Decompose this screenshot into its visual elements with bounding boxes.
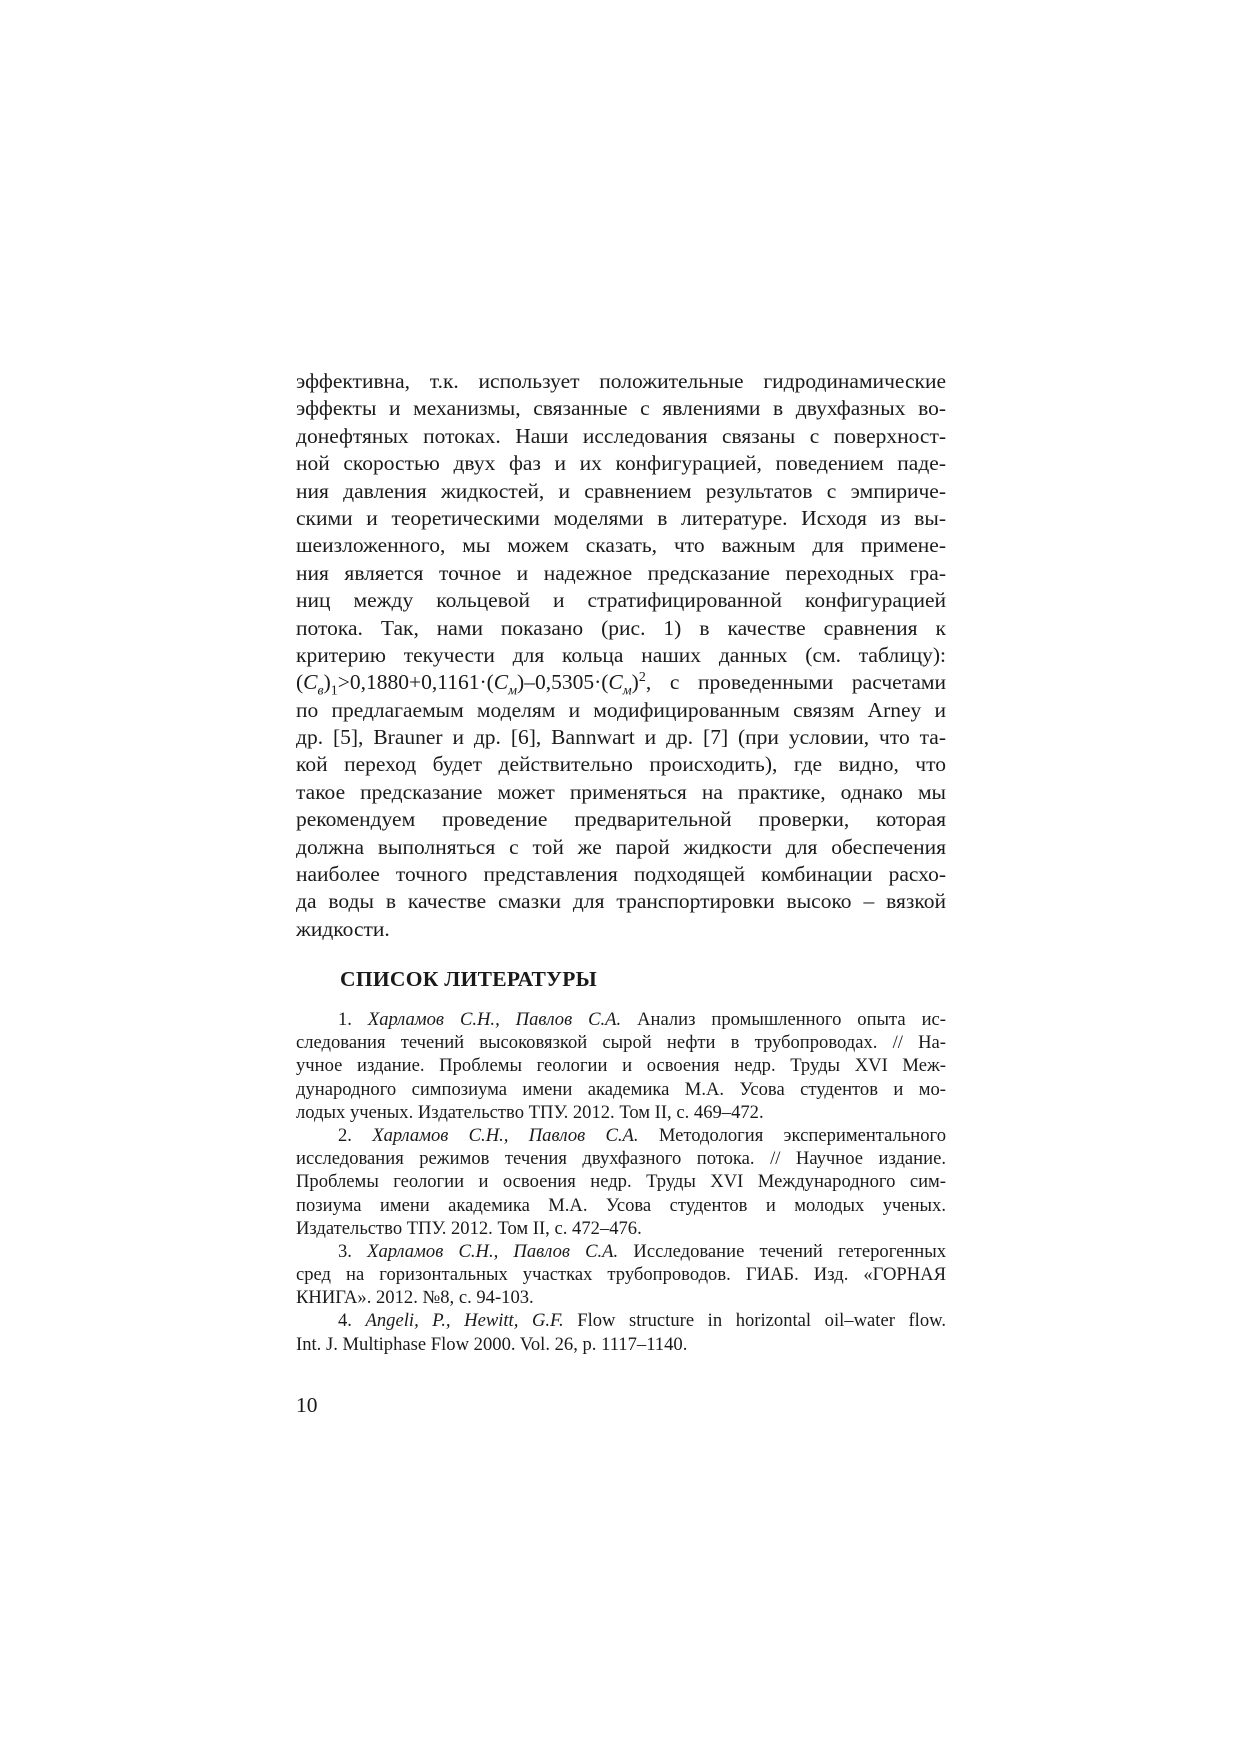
reference-first-line <box>296 1309 946 1332</box>
reference-line: дународного симпозиума имени академика М.А. Усова студентов и мо- <box>296 1078 946 1100</box>
formula-part: >0,1880+0,1161·( <box>337 670 494 695</box>
formula-index: 1 <box>330 683 338 699</box>
text-line: по предлагаемым моделям и модифицированным связям Arney и <box>296 697 946 722</box>
reference-line: следования течений высоковязкой сырой нефти в трубопроводах. // На- <box>296 1032 946 1054</box>
page-number: 10 <box>296 1393 318 1417</box>
text-line: ниц между кольцевой и стратифицированной конфигурацией <box>296 588 946 613</box>
reference-title: Методология экспериментального <box>638 1124 947 1146</box>
reference-line: позиума имени академика М.А. Усова студентов и молодых ученых. <box>296 1194 946 1216</box>
reference-item <box>296 1240 946 1310</box>
reference-authors: Харламов С.Н., Павлов С.А. <box>367 1009 622 1030</box>
formula-exponent: 2 <box>638 670 646 686</box>
reference-item <box>296 1309 946 1355</box>
text-line: ния является точное и надежное предсказание переходных гра- <box>296 560 946 585</box>
formula-c2-sub: м <box>508 683 518 699</box>
text-line: кой переход будет действительно происходить), где видно, что <box>296 752 946 777</box>
references-list <box>296 1008 946 1356</box>
formula-open-paren: ( <box>296 670 304 695</box>
text-line: такое предсказание может применяться на практике, однако мы <box>296 779 946 804</box>
text-line: ной скоростью двух фаз и их конфигурацией, поведением паде- <box>296 451 946 476</box>
reference-title: Анализ промышленного опыта ис- <box>621 1009 946 1030</box>
reference-line: учное издание. Проблемы геологии и освоения недр. Труды XVI Меж- <box>296 1055 946 1077</box>
reference-authors: Angeli, P., Hewitt, G.F. <box>365 1310 564 1332</box>
reference-line: Издательство ТПУ. 2012. Том II, с. 472–476. <box>296 1217 642 1239</box>
reference-number: 3. <box>338 1240 368 1262</box>
reference-first-line <box>296 1124 946 1147</box>
formula-c1: C <box>303 670 318 695</box>
formula-close: ) <box>631 670 639 695</box>
reference-number: 1. <box>338 1009 368 1030</box>
formula-c3-sub: м <box>622 683 632 699</box>
body-paragraph <box>296 368 946 943</box>
text-line: наиболее точного представления подходящей комбинации расхо- <box>296 862 946 887</box>
reference-number: 4. <box>338 1310 366 1332</box>
references-heading: СПИСОК ЛИТЕРАТУРЫ <box>340 967 598 991</box>
reference-line: КНИГА». 2012. №8, с. 94-103. <box>296 1287 534 1309</box>
text-line: ния давления жидкостей, и сравнением результатов с эмпириче- <box>296 478 946 503</box>
text-line: донефтяных потоках. Наши исследования связаны с поверхност- <box>296 423 946 448</box>
reference-number: 2. <box>338 1124 373 1146</box>
text-line: жидкости. <box>296 916 390 941</box>
formula-c1-sub: в <box>317 683 324 699</box>
formula-tail: , с проведенными расчетами <box>645 670 946 695</box>
reference-first-line <box>296 1240 946 1263</box>
reference-item <box>296 1008 946 1124</box>
text-line: скими и теоретическими моделями в литературе. Исходя из вы- <box>296 505 946 530</box>
formula-c2: C <box>493 670 509 695</box>
text-line: эффективна, т.к. использует положительные гидродинамические <box>296 369 946 393</box>
formula-c3: C <box>608 670 623 695</box>
reference-line: Int. J. Multiphase Flow 2000. Vol. 26, p. 1117–1140. <box>296 1333 688 1355</box>
text-line: критерию текучести для кольца наших данных (см. таблицу): <box>296 642 946 667</box>
formula-line <box>296 669 946 699</box>
reference-title: Flow structure in horizontal oil–water flow. <box>563 1310 946 1332</box>
text-line: да воды в качестве смазки для транспортировки высоко – вязкой <box>296 889 946 914</box>
reference-authors: Харламов С.Н., Павлов С.А. <box>367 1240 619 1262</box>
text-line: эффекты и механизмы, связанные с явлениями в двухфазных во- <box>296 396 946 421</box>
text-line: др. [5], Brauner и др. [6], Bannwart и др. [7] (при условии, что та- <box>296 725 946 750</box>
reference-authors: Харламов С.Н., Павлов С.А. <box>372 1124 639 1146</box>
text-line: шеизложенного, мы можем сказать, что важным для применe- <box>296 533 946 558</box>
text-line: потока. Так, нами показано (рис. 1) в качестве сравнения к <box>296 615 946 640</box>
reference-first-line <box>296 1008 946 1031</box>
reference-line: лодых ученых. Издательство ТПУ. 2012. Том II, с. 469–472. <box>296 1101 764 1123</box>
reference-line: Проблемы геологии и освоения недр. Труды XVI Международного сим- <box>296 1171 946 1193</box>
text-line: должна выполняться с той же парой жидкости для обеспечения <box>296 834 946 859</box>
reference-item <box>296 1124 946 1240</box>
reference-line: сред на горизонтальных участках трубопроводов. ГИАБ. Изд. «ГОРНАЯ <box>296 1264 946 1286</box>
text-line: рекомендуем проведение предварительной проверки, которая <box>296 807 946 832</box>
formula-part: )–0,5305·( <box>517 670 609 695</box>
reference-line: исследования режимов течения двухфазного потока. // Научное издание. <box>296 1148 946 1170</box>
reference-title: Исследование течений гетерогенных <box>618 1240 947 1262</box>
formula-close-paren: ) <box>323 670 331 695</box>
